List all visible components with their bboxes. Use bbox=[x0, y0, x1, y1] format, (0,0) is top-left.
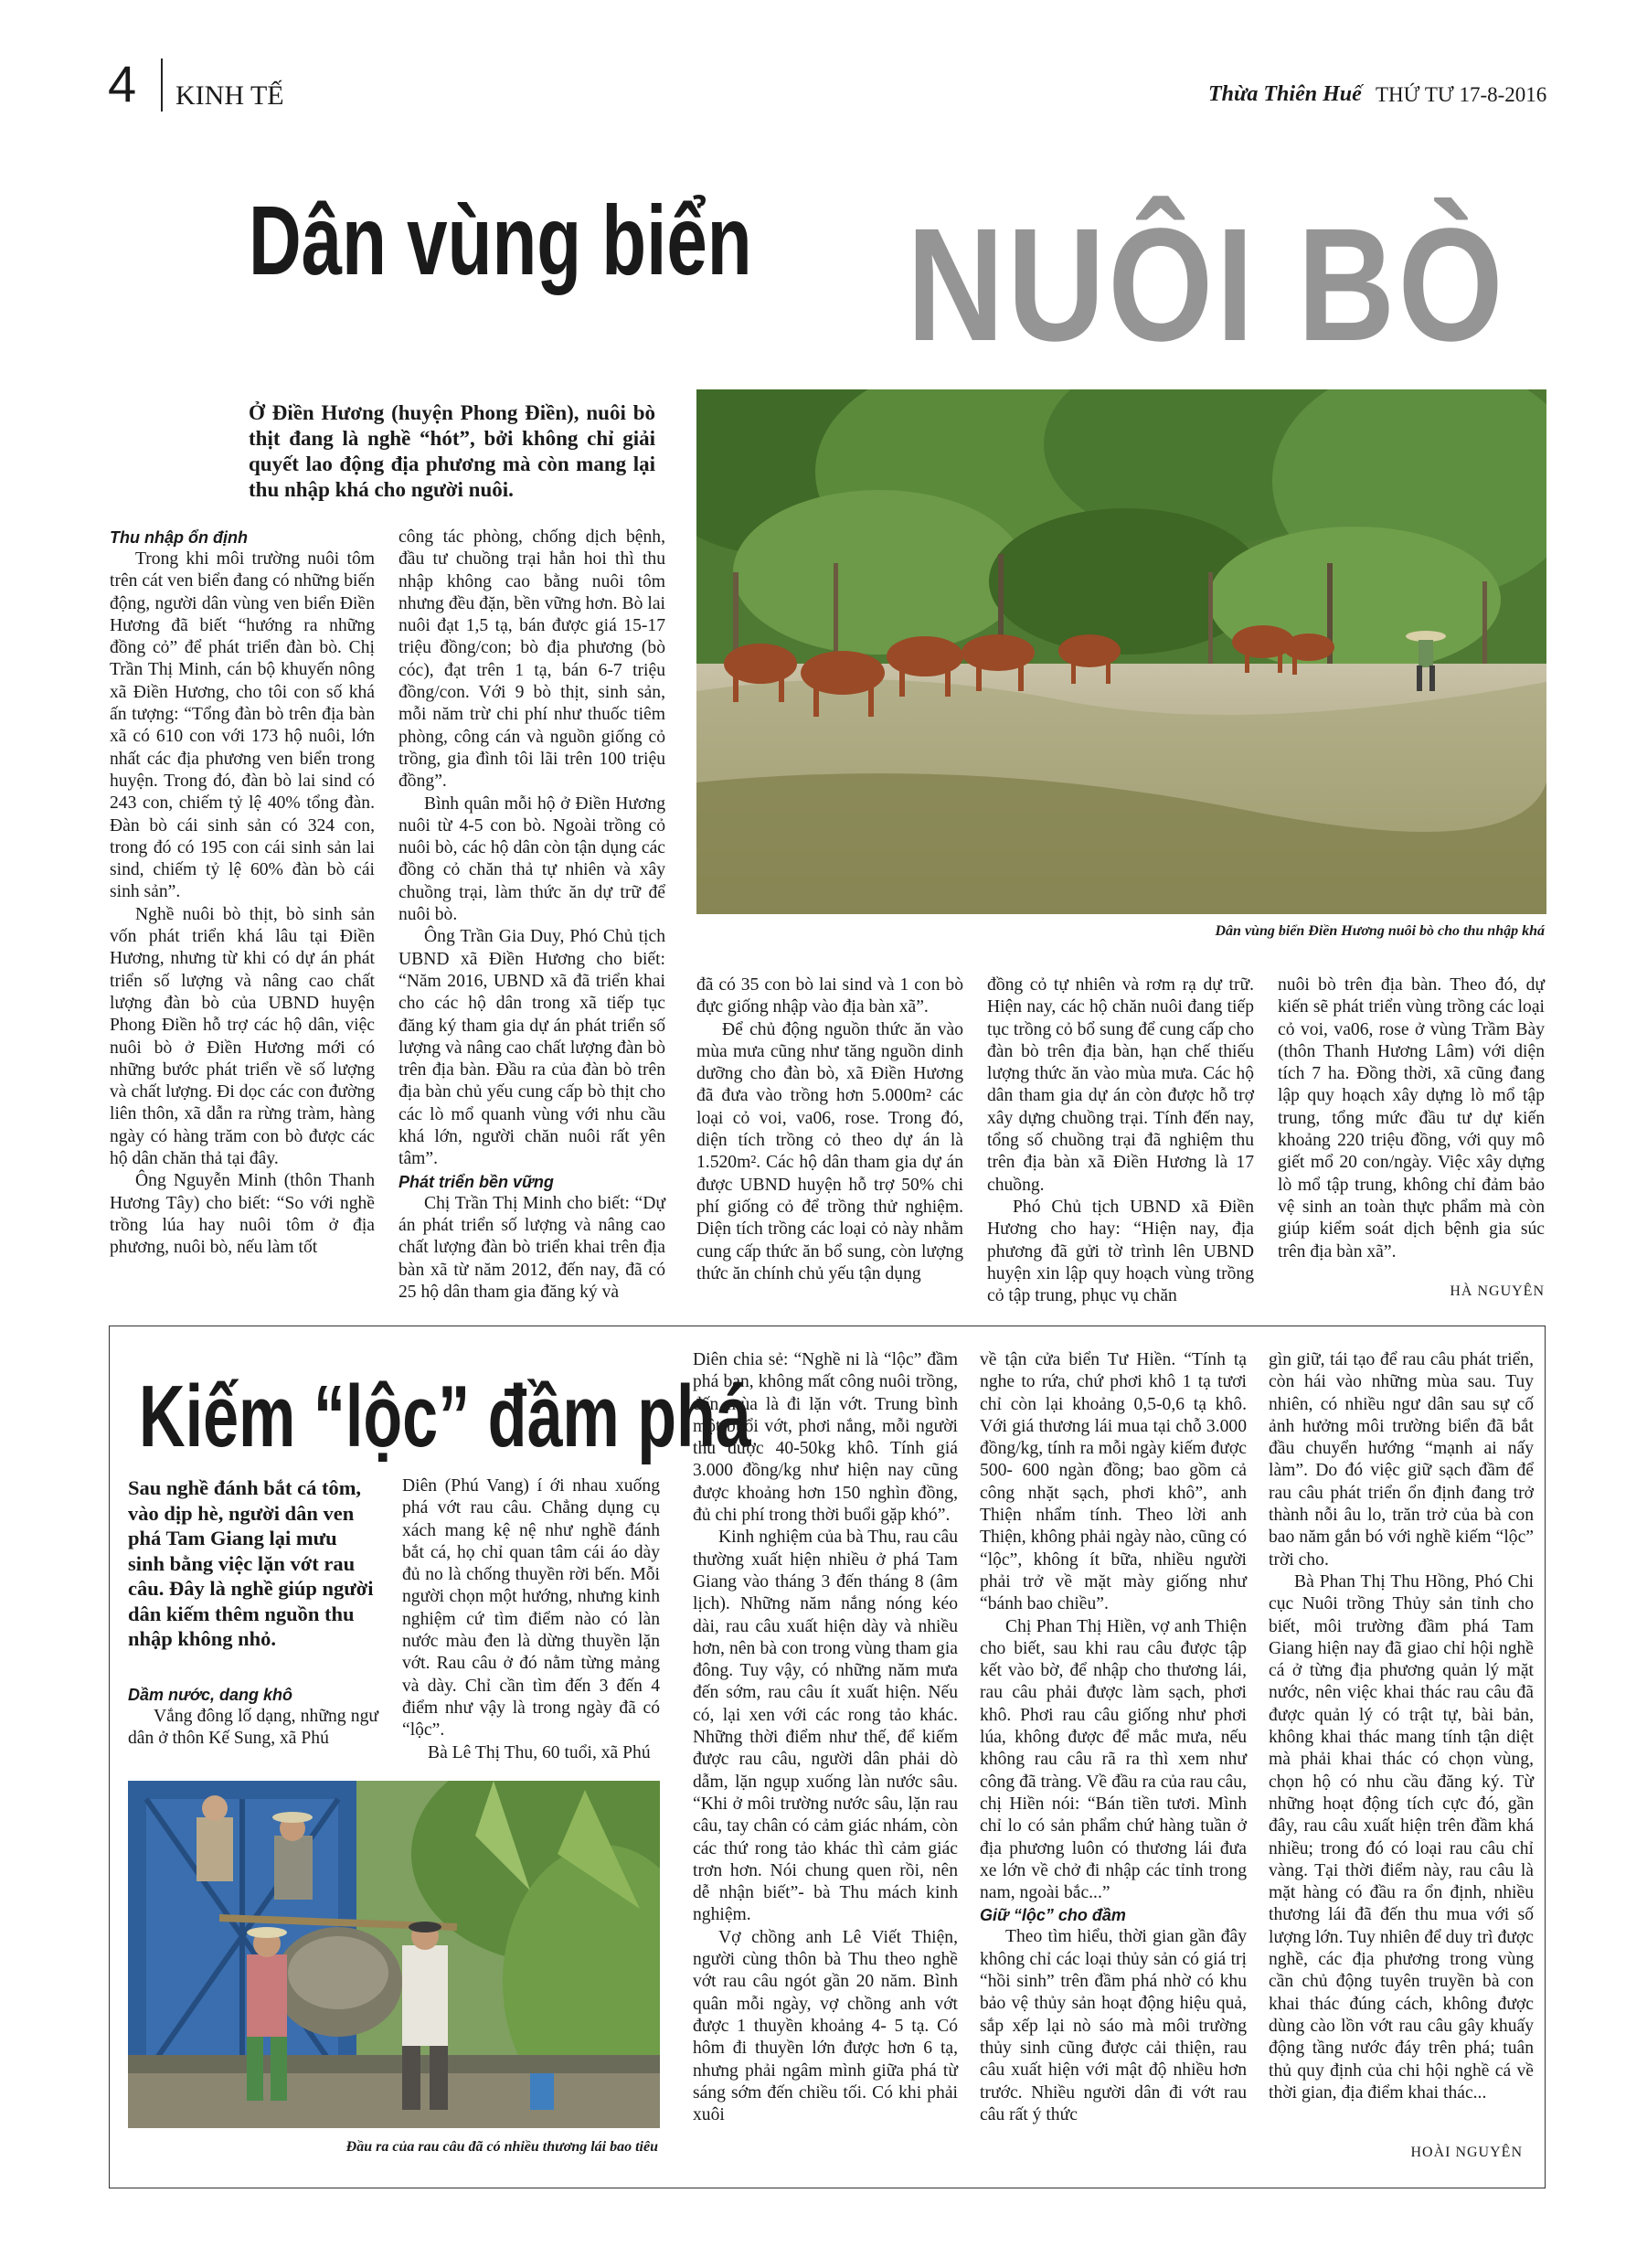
subheading-stable-income: Thu nhập ổn định bbox=[110, 528, 248, 547]
article1-title-part1: Dân vùng biển bbox=[249, 185, 752, 295]
paragraph: công tác phòng, chống dịch bệnh, đầu tư chuồng trại hẳn hoi thì thu nhập không cao bằng nuôi tôm nhưng đều đặn, bền vững hơn. Bò lai nuôi đạt 1,5 tạ, bán được giá 15-17 triệu đồng/con; bò địa phương (bò cóc), đạt trên 1 tạ, bán 6-7 triệu đồng/con. Với 9 bò thịt, sinh sản, mỗi năm trừ chi phí như thuốc tiêm phòng, công cán và nguồn giống cỏ trồng, gia đình tôi lãi trên 100 triệu đồng”. bbox=[398, 527, 665, 792]
paragraph: Vắng đông lố dạng, những ngư dân ở thôn Kế Sung, xã Phú bbox=[128, 1707, 378, 1749]
article1-column-5 bbox=[1278, 974, 1545, 1263]
article1-lead: Ở Điền Hương (huyện Phong Điền), nuôi bò thịt đang là nghề “hót”, bởi không chỉ giải quyết lao động địa phương mà còn mang lại thu nhập khá cho người nuôi. bbox=[249, 401, 655, 501]
article1-photo-caption: Dân vùng biển Điền Hương nuôi bò cho thu nhập khá bbox=[1215, 923, 1545, 939]
article2-title: Kiếm “lộc” đầm phá bbox=[139, 1368, 751, 1465]
article1-column-1 bbox=[110, 527, 375, 1260]
paragraph: đã có 35 con bò lai sind và 1 con bò đực giống nhập vào địa bàn xã”. bbox=[696, 975, 963, 1017]
article1-column-3 bbox=[696, 974, 963, 1285]
paragraph: Bà Lê Thị Thu, 60 tuổi, xã Phú bbox=[428, 1742, 651, 1762]
article2-column-1 bbox=[128, 1684, 378, 1751]
article2-column-2 bbox=[402, 1475, 660, 1764]
seaweed-traders-photo bbox=[128, 1781, 660, 2128]
subheading-preserve-lagoon: Giữ “lộc” cho đầm bbox=[980, 1906, 1126, 1925]
article2-column-4 bbox=[980, 1349, 1247, 2126]
paragraph: nuôi bò trên địa bàn. Theo đó, dự kiến sẽ phát triển vùng trồng các loại cỏ voi, va06, rose ở vùng Trầm Bày (thôn Thanh Hương Lâm) với diện tích 7 ha. Đồng thời, xã cũng đang lập quy hoạch xây dựng lò mổ tập trung, tổng mức đầu tư dự kiến khoảng 220 triệu đồng, với quy mô giết mổ 20 con/ngày. Việc xây dựng lò mổ tập trung, không chỉ đảm bảo vệ sinh an toàn thực phẩm mà còn giúp kiểm soát dịch bệnh gia súc trên địa bàn xã”. bbox=[1278, 975, 1545, 1262]
paragraph: Trong khi môi trường nuôi tôm trên cát ven biển đang có những biến động, người dân vùng ven biển Điền Hương đã biết “hướng ra những đồng cỏ” để phát triển đàn bò. Chị Trần Thị Minh, cán bộ khuyến nông xã Điền Hương, cho tôi con số khá ấn tượng: “Tổng đàn bò trên địa bàn xã có 610 con với 173 hộ nuôi, lớn nhất các địa phương ven biển trong huyện. Trong đó, đàn bò lai sind có 243 con, chiếm tỷ lệ 40% tổng đàn. Đàn bò cái sinh sản có 324 con, trong đó có 195 con cái sinh sản lai sind, chiếm tỷ lệ 60% đàn bò cái sinh sản”. bbox=[110, 549, 375, 902]
paragraph: Vợ chồng anh Lê Viết Thiện, người cùng thôn bà Thu theo nghề vớt rau câu ngót gần 20 năm. Bình quân mỗi ngày, vợ chồng anh vớt được 1 thuyền khoảng 4- 5 tạ. Có hôm đi thuyền lớn được hơn 6 tạ, nhưng phải ngâm mình giữa phá từ sáng sớm đến chiều tối. Có khi phải xuôi bbox=[693, 1927, 958, 2125]
paragraph: Ông Trần Gia Duy, Phó Chủ tịch UBND xã Điền Hương cho biết: “Năm 2016, UBND xã đã triển khai cho các hộ dân trong xã tiếp tục đăng ký tham gia dự án phát triển số lượng và nâng cao chất lượng đàn bò trên địa bàn. Đầu ra của đàn bò trên địa bàn chủ yếu cung cấp bò thịt cho các lò mổ quanh vùng với nhu cầu khá lớn, người chăn nuôi rất yên tâm”. bbox=[398, 927, 665, 1169]
paragraph: Bà Phan Thị Thu Hồng, Phó Chi cục Nuôi trồng Thủy sản tỉnh cho biết, môi trường đầm phá Tam Giang hiện nay đã giao chỉ hội nghề cá ở từng địa phương quản lý mặt nước, nên việc khai thác rau câu đã được quản lý có trật tự, bài bản, không khai thác mang tính tận diệt mà phải khai thác có chọn vùng, chọn hộ có nhu cầu đăng ký. Từ những hoạt động tích cực đó, gần đây, rau câu xuất hiện trên đầm khá nhiều; trong đó có loại rau câu chỉ vàng. Tại thời điểm này, rau câu là mặt hàng có đầu ra ổn định, nhiều thương lái đã đến thu mua với số lượng lớn. Tuy nhiên để duy trì được nghề, các địa phương trong vùng cần chủ động tuyên truyền bà con khai thác đúng cách, không được dùng cào lồn vớt rau câu gây khuấy động tầng nước đáy trên phá; tuân thủ quy định của chi hội nghề cá về thời gian, địa điểm khai thác... bbox=[1269, 1571, 1534, 2103]
paragraph: Bình quân mỗi hộ ở Điền Hương nuôi từ 4-5 con bò. Ngoài trồng cỏ nuôi bò, các hộ dân còn tận dụng các đồng cỏ chăn thả tự nhiên và xây chuồng trại, làm thức ăn dự trữ để nuôi bò. bbox=[398, 793, 665, 925]
paragraph: Chị Phan Thị Hiền, vợ anh Thiện cho biết, sau khi rau câu được tập kết vào bờ, để nhập cho thương lái, rau câu phải được làm sạch, phơi khô. Phơi rau câu giống như phơi lúa, không được để mắc mưa, nếu không rau câu rã ra thì xem như công đã tràng. Về đầu ra của rau câu, chị Hiền nói: “Bán tiền tươi. Mình chỉ lo có sản phẩm chứ hàng tuần ở địa phương luôn có thương lái đưa xe lớn về chở đi nhập các tỉnh trong nam, ngoài bắc...” bbox=[980, 1616, 1247, 1903]
issue-date: THỨ TƯ 17-8-2016 bbox=[1376, 83, 1547, 106]
paragraph: gìn giữ, tái tạo để rau câu phát triển, còn hái vào những mùa sau. Tuy nhiên, có nhiều ngư dân sau sự cố ảnh hưởng môi trường biển đã bắt đầu chuyển hướng “mạnh ai nấy làm”. Do đó việc giữ sạch đầm để rau câu phát triển ổn định đang trở thành nỗi âu lo, trăn trở của bà con bao năm gắn bó với nghề kiếm “lộc” trời cho. bbox=[1269, 1350, 1534, 1570]
article1-column-2 bbox=[398, 527, 665, 1304]
article1-title-part2: NUÔI BÒ bbox=[907, 196, 1506, 375]
page-number: 4 bbox=[108, 55, 137, 112]
paragraph: Để chủ động nguồn thức ăn vào mùa mưa cũng như tăng nguồn dinh dưỡng cho đàn bò, xã Điền Hương đã đưa vào trồng hơn 5.000m² các loại cỏ voi, va06, rose. Trong đó, diện tích trồng cỏ theo dự án là 1.520m². Các hộ dân tham gia dự án được UBND huyện hỗ trợ 50% chi phí giống cỏ để trồng thử nghiệm. Diện tích trồng các loại cỏ này nhằm cung cấp thức ăn bổ sung, còn lượng thức ăn chính chủ yếu tận dụng bbox=[696, 1019, 963, 1283]
paragraph: đồng cỏ tự nhiên và rơm rạ dự trữ. Hiện nay, các hộ chăn nuôi đang tiếp tục trồng cỏ bổ sung để cung cấp cho đàn bò trên địa bàn, hạn chế thiếu lượng thức ăn vào mùa mưa. Các hộ dân tham gia dự án còn được hỗ trợ xây dựng chuồng trại. Tính đến nay, tổng số chuồng trại đã nghiệm thu trên địa bàn xã Điền Hương là 17 chuồng. bbox=[987, 975, 1254, 1195]
cattle-grazing-photo bbox=[696, 389, 1546, 914]
paragraph: Kinh nghiệm của bà Thu, rau câu thường xuất hiện nhiều ở phá Tam Giang vào tháng 3 đến tháng 8 (âm lịch). Những năm nắng nóng kéo dài, rau câu xuất hiện dày và nhiều hơn, nên bà con trong vùng tham gia đông. Tuy vậy, có những năm mưa đến sớm, rau câu ít xuất hiện. Nếu có, lại xen với các rong tảo khác. Những thời điểm như thế, để kiếm được rau câu, người dân phải dò dẫm, lặn ngụp xuống làn nước sâu. “Khi ở môi trường nước sâu, lặn rau câu, tay chân có cảm giác nhám, còn các thứ rong tảo khác thì cảm giác trơn hơn. Nói chung quen rồi, nên dễ nhận biết”- bà Thu mách kinh nghiệm. bbox=[693, 1528, 958, 1925]
paragraph: Phó Chủ tịch UBND xã Điền Hương cho hay: “Hiện nay, địa phương đã gửi tờ trình lên UBND huyện xin lập quy hoạch vùng trồng cỏ tập trung, phục vụ chăn bbox=[987, 1197, 1254, 1306]
paragraph: về tận cửa biển Tư Hiền. “Tính tạ nghe to rứa, chứ phơi khô 1 tạ tươi chỉ còn lại khoảng 0,5-0,6 tạ khô. Với giá thương lái mua tại chỗ 3.000 đồng/kg, tính ra mỗi ngày kiếm được 500- 600 ngàn đồng; bao gồm cả công nhặt sạch, phơi khô”, anh Thiện nhẩm tính. Theo lời anh Thiện, không phải ngày nào, cũng có “lộc”, không ít bữa, nhiều người phải trở về mặt mày giống như “bánh bao chiều”. bbox=[980, 1350, 1247, 1614]
paragraph: Chị Trần Thị Minh cho biết: “Dự án phát triển số lượng và nâng cao chất lượng đàn bò triển khai trên địa bàn xã từ năm 2012, đến nay, đã có 25 hộ dân tham gia đăng ký và bbox=[398, 1193, 665, 1302]
paragraph: Diên (Phú Vang) í ới nhau xuống phá vớt rau câu. Chẳng dụng cụ xách mang kệ nệ như nghề đánh bắt cá, họ chỉ quan tâm cái áo dày đủ no là chống thuyền rời bến. Mỗi người chọn một hướng, nhưng kinh nghiệm cứ tìm điểm nào có làn nước màu đen là dừng thuyền lặn vớt. Rau câu ở đó nằm từng mảng và dày. Chỉ cần tìm đến 3 đến 4 điểm như vậy là trong ngày đã có “lộc”. bbox=[402, 1476, 660, 1741]
article2-column-3 bbox=[693, 1349, 958, 2126]
header-separator bbox=[161, 59, 163, 112]
article1-column-4 bbox=[987, 974, 1254, 1307]
paragraph: Theo tìm hiểu, thời gian gần đây không chỉ các loại thủy sản có giá trị “hồi sinh” trên đầm phá nhờ có khu bảo vệ thủy sản hoạt động hiệu quả, sắp xếp lại nò sáo mà môi trường thủy sinh cũng được cải thiện, rau câu xuất hiện với mật độ nhiều hơn trước. Nhiều người dân đi vớt rau câu rất ý thức bbox=[980, 1927, 1247, 2124]
article2-photo-caption: Đầu ra của rau câu đã có nhiều thương lái bao tiêu bbox=[345, 2139, 658, 2155]
article1-byline: HÀ NGUYÊN bbox=[1450, 1283, 1545, 1299]
article2-byline: HOÀI NGUYÊN bbox=[1410, 2145, 1523, 2160]
article2-lead: Sau nghề đánh bắt cá tôm, vào dịp hè, người dân ven phá Tam Giang lại mưu sinh bằng việc lặn vớt rau câu. Đây là nghề giúp người dân kiếm thêm nguồn thu nhập không nhỏ. bbox=[128, 1476, 374, 1650]
paragraph: Nghề nuôi bò thịt, bò sinh sản vốn phát triển khá lâu tại Điền Hương, nhưng từ khi có dự án phát triển số lượng và nâng cao chất lượng đàn bò của UBND huyện Phong Điền hỗ trợ các hộ dân, việc nuôi bò ở Điền Hương mới có những bước phát triển về số lượng và chất lượng. Đi dọc các con đường liên thôn, xã dẫn ra rừng tràm, hàng ngày có hàng trăm con bò được các hộ dân chăn thả tại đây. bbox=[110, 904, 375, 1169]
article2-column-5 bbox=[1269, 1349, 1534, 2104]
subheading-sustainable-development: Phát triển bền vững bbox=[398, 1172, 554, 1191]
paragraph: Ông Nguyễn Minh (thôn Thanh Hương Tây) cho biết: “So với nghề trồng lúa hay nuôi tôm ở địa phương, nuôi bò, nếu làm tốt bbox=[110, 1171, 375, 1258]
paper-name: Thừa Thiên Huế bbox=[1208, 82, 1362, 106]
section-label: KINH TẾ bbox=[175, 80, 284, 111]
paragraph: Diên chia sẻ: “Nghề ni là “lộc” đầm phá ban, không mất công nuôi trồng, đến mùa là đi lặn vớt. Trung bình một buổi vớt, phơi nắng, mỗi người thu được 40-50kg khô. Tính giá 3.000 đồng/kg như hiện nay cũng được khoảng hơn 150 nghìn đồng, đủ chi phí trong thời buổi gặp khó”. bbox=[693, 1350, 958, 1526]
subheading-wet-work: Dầm nước, dang khô bbox=[128, 1686, 292, 1704]
